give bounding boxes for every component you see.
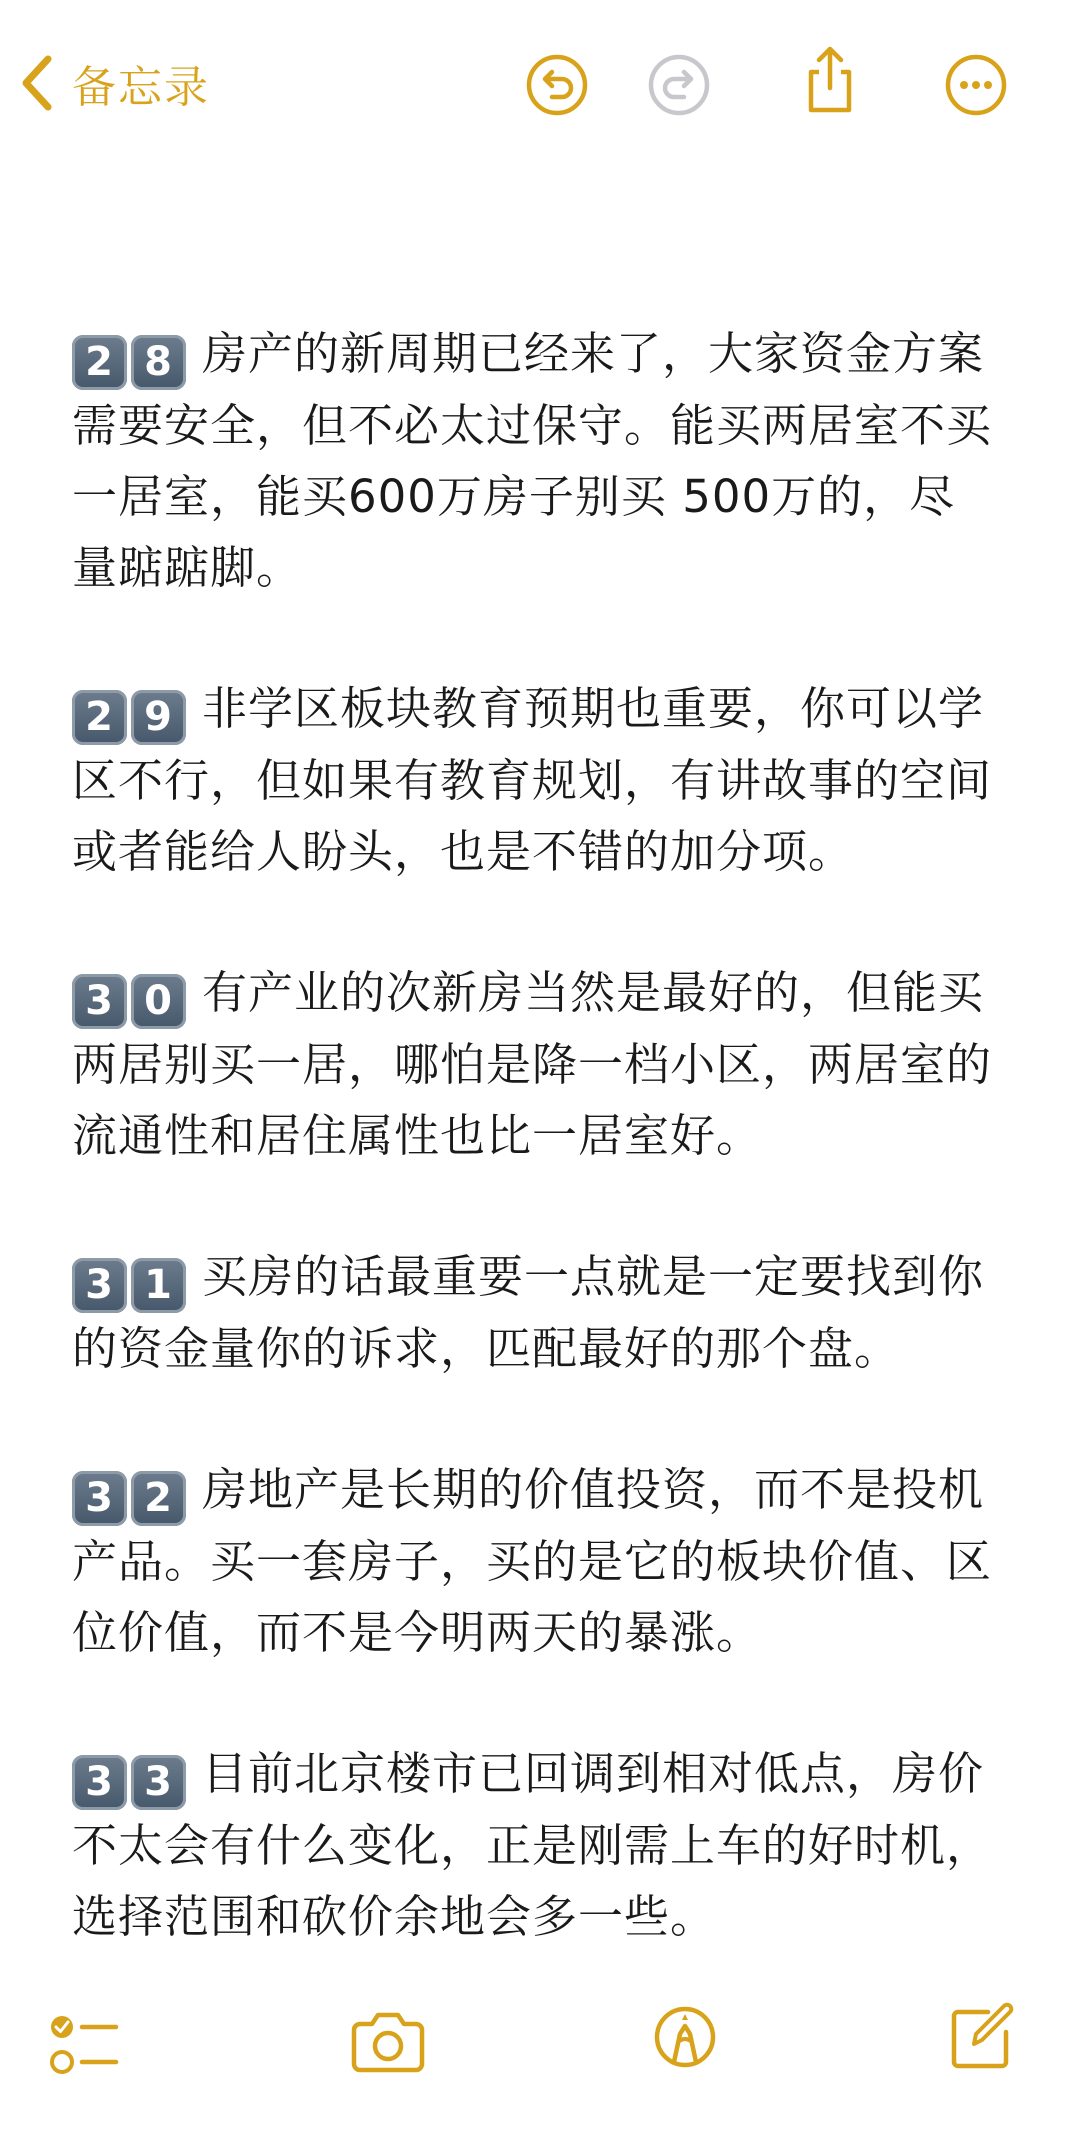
keycap-digit: 9 [131,690,186,745]
keycap-digit: 2 [72,690,127,745]
undo-button[interactable] [524,52,590,118]
keycap-digit: 2 [131,1471,186,1526]
number-badge [72,966,190,1024]
keycap-digit: 3 [131,1755,186,1810]
number-badge [72,682,190,740]
keycap-digit: 3 [72,1755,127,1810]
number-badge [72,1250,190,1308]
compose-button[interactable] [948,2000,1016,2072]
share-button[interactable] [797,44,863,110]
redo-button[interactable] [646,52,712,118]
keycap-digit: 1 [131,1258,186,1313]
paragraph-text: 目前北京楼市已回调到相对低点，房价不太会有什么变化，正是刚需上车的好时机，选择范围和砍价余地会多一些。 [72,1747,993,1943]
chevron-left-icon [20,53,54,113]
camera-button[interactable] [350,2008,426,2074]
compose-icon [948,2000,1016,2072]
bottom-toolbar [0,1990,1080,2130]
note-paragraph [72,1454,992,1668]
back-button[interactable] [20,48,210,118]
camera-icon [350,2008,426,2074]
keycap-digit: 2 [72,335,127,390]
more-icon [943,52,1009,118]
paragraph-text: 买房的话最重要一点就是一定要找到你的资金量你的诉求，匹配最好的那个盘。 [72,1250,985,1375]
keycap-digit: 0 [131,974,186,1029]
checklist-button[interactable] [48,2010,122,2080]
undo-icon [524,52,590,118]
keycap-digit: 3 [72,974,127,1029]
markup-icon [652,2004,718,2070]
more-button[interactable] [943,52,1009,118]
paragraph-text: 房产的新周期已经来了，大家资金方案需要安全，但不必太过保守。能买两居室不买一居室，能买600万房子别买 500万的，尽量踮踮脚。 [72,327,993,594]
share-icon [797,44,863,116]
note-paragraph [72,1738,992,1952]
note-paragraph [72,957,992,1171]
paragraph-text: 房地产是长期的价值投资，而不是投机产品。买一套房子，买的是它的板块价值、区位价值，而不是今明两天的暴涨。 [72,1463,993,1659]
keycap-digit: 3 [72,1471,127,1526]
back-label: 备忘录 [72,62,210,113]
navigation-bar [0,0,1080,170]
checklist-icon [48,2010,122,2080]
number-badge [72,1463,190,1521]
markup-button[interactable] [652,2004,718,2070]
note-paragraph [72,1241,992,1384]
note-paragraph [72,673,992,887]
note-body[interactable] [72,318,992,2022]
keycap-digit: 8 [131,335,186,390]
paragraph-text: 有产业的次新房当然是最好的，但能买两居别买一居，哪怕是降一档小区，两居室的流通性和居住属性也比一居室好。 [72,966,993,1162]
note-paragraph [72,318,992,603]
paragraph-text: 非学区板块教育预期也重要，你可以学区不行，但如果有教育规划，有讲故事的空间或者能给人盼头，也是不错的加分项。 [72,682,993,878]
number-badge [72,1747,190,1805]
keycap-digit: 3 [72,1258,127,1313]
number-badge [72,327,190,385]
redo-icon [646,52,712,118]
